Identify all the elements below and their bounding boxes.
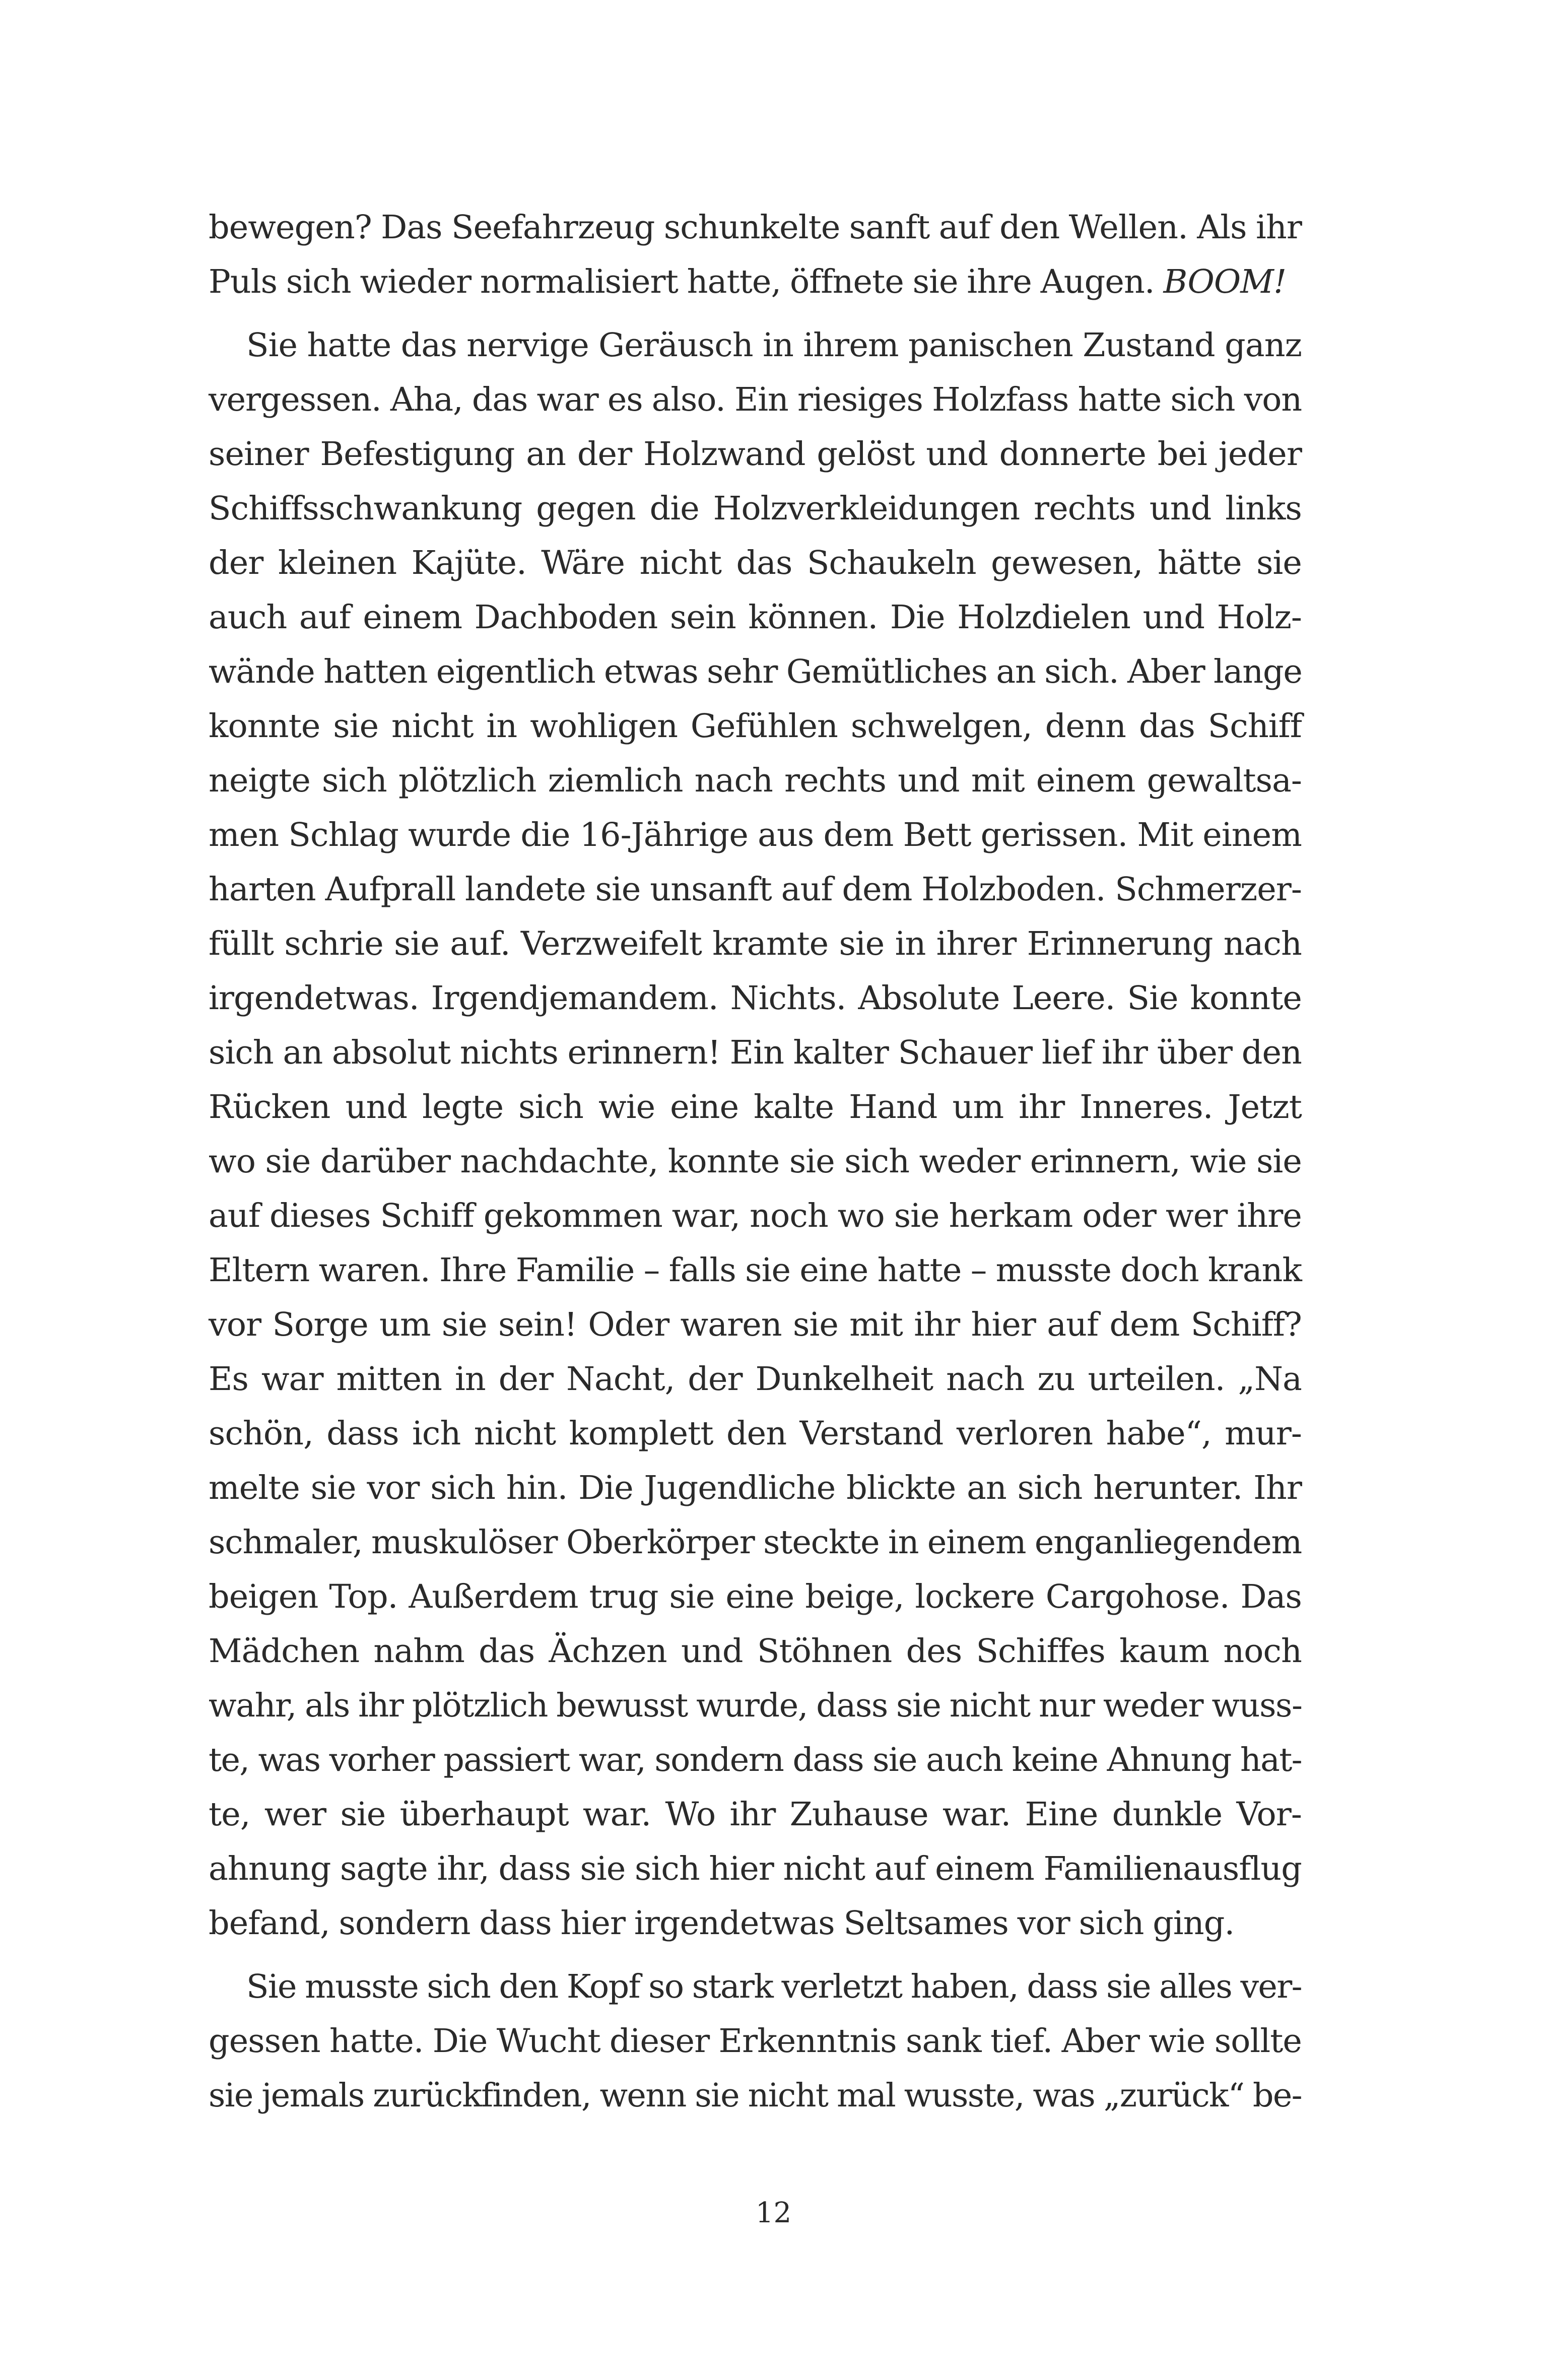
page-number: 12 [755,2197,792,2229]
emphasis-text: BOOM! [1163,263,1287,301]
text-line: bewegen? Das Seefahrzeug schunkelte sanft auf den Wellen. Als ihr [209,209,1302,246]
text-line: wände hatten eigentlich etwas sehr Gemütliches an sich. Aber lange [209,653,1302,691]
text-line: sich an absolut nichts erinnern! Ein kalter Schauer lief ihr über den [209,1034,1302,1072]
text-line: vor Sorge um sie sein! Oder waren sie mit ihr hier auf dem Schiff? [209,1306,1302,1344]
text-line: der kleinen Kajüte. Wäre nicht das Schaukeln gewesen, hätte sie [209,544,1302,582]
text-line: ahnung sagte ihr, dass sie sich hier nicht auf einem Familienausflug [209,1850,1302,1888]
text-line: wahr, als ihr plötzlich bewusst wurde, dass sie nicht nur weder wuss- [209,1687,1302,1725]
text-line: schön, dass ich nicht komplett den Verstand verloren habe“, mur- [209,1415,1302,1452]
text-line: beigen Top. Außerdem trug sie eine beige, lockere Cargohose. Das [209,1578,1302,1616]
text-line: Schiffsschwankung gegen die Holzverkleidungen rechts und links [209,490,1302,527]
text-line: Mädchen nahm das Ächzen und Stöhnen des Schiffes kaum noch [209,1632,1302,1670]
text-line: auch auf einem Dachboden sein können. Die Holzdielen und Holz- [209,599,1302,636]
text-line: harten Aufprall landete sie unsanft auf dem Holzboden. Schmerzer- [209,871,1302,908]
text-line: Eltern waren. Ihre Familie – falls sie eine hatte – musste doch krank [209,1251,1302,1289]
text-line: seiner Befestigung an der Holzwand gelöst und donnerte bei jeder [209,435,1302,473]
text-line: melte sie vor sich hin. Die Jugendliche blickte an sich herunter. Ihr [209,1469,1302,1507]
text-line: vergessen. Aha, das war es also. Ein riesiges Holzfass hatte sich von [209,381,1302,419]
text-line [209,255,1302,309]
text-line: konnte sie nicht in wohligen Gefühlen schwelgen, denn das Schiff [209,707,1302,745]
text-line: te, wer sie überhaupt war. Wo ihr Zuhause war. Eine dunkle Vor- [209,1796,1302,1833]
text-line: irgendetwas. Irgendjemandem. Nichts. Absolute Leere. Sie konnte [209,979,1302,1017]
text-line: neigte sich plötzlich ziemlich nach rechts und mit einem gewaltsa- [209,762,1302,800]
text-line: te, was vorher passiert war, sondern dass sie auch keine Ahnung hat- [209,1741,1302,1779]
paragraph-first-line: Sie hatte das nervige Geräusch in ihrem panischen Zustand ganz [246,326,1302,364]
text-line: Es war mitten in der Nacht, der Dunkelheit nach zu urteilen. „Na [209,1360,1302,1398]
text-line: füllt schrie sie auf. Verzweifelt kramte sie in ihrer Erinnerung nach [209,925,1302,963]
text-line: schmaler, muskulöser Oberkörper steckte in einem enganliegendem [209,1524,1302,1561]
text-line: Rücken und legte sich wie eine kalte Hand um ihr Inneres. Jetzt [209,1088,1302,1126]
text-line-content: Puls sich wieder normalisiert hatte, öffnete sie ihre Augen. [209,263,1155,301]
text-line: gessen hatte. Die Wucht dieser Erkenntnis sank tief. Aber wie sollte [209,2022,1302,2060]
text-line: befand, sondern dass hier irgendetwas Seltsames vor sich ging. [209,1904,1235,1942]
paragraph-first-line: Sie musste sich den Kopf so stark verletzt haben, dass sie alles ver- [246,1968,1302,2006]
text-line: sie jemals zurückfinden, wenn sie nicht mal wusste, was „zurück“ be- [209,2077,1302,2114]
text-line: auf dieses Schiff gekommen war, noch wo sie herkam oder wer ihre [209,1197,1302,1235]
text-line: wo sie darüber nachdachte, konnte sie sich weder erinnern, wie sie [209,1143,1302,1180]
text-line: men Schlag wurde die 16-Jährige aus dem Bett gerissen. Mit einem [209,816,1302,854]
